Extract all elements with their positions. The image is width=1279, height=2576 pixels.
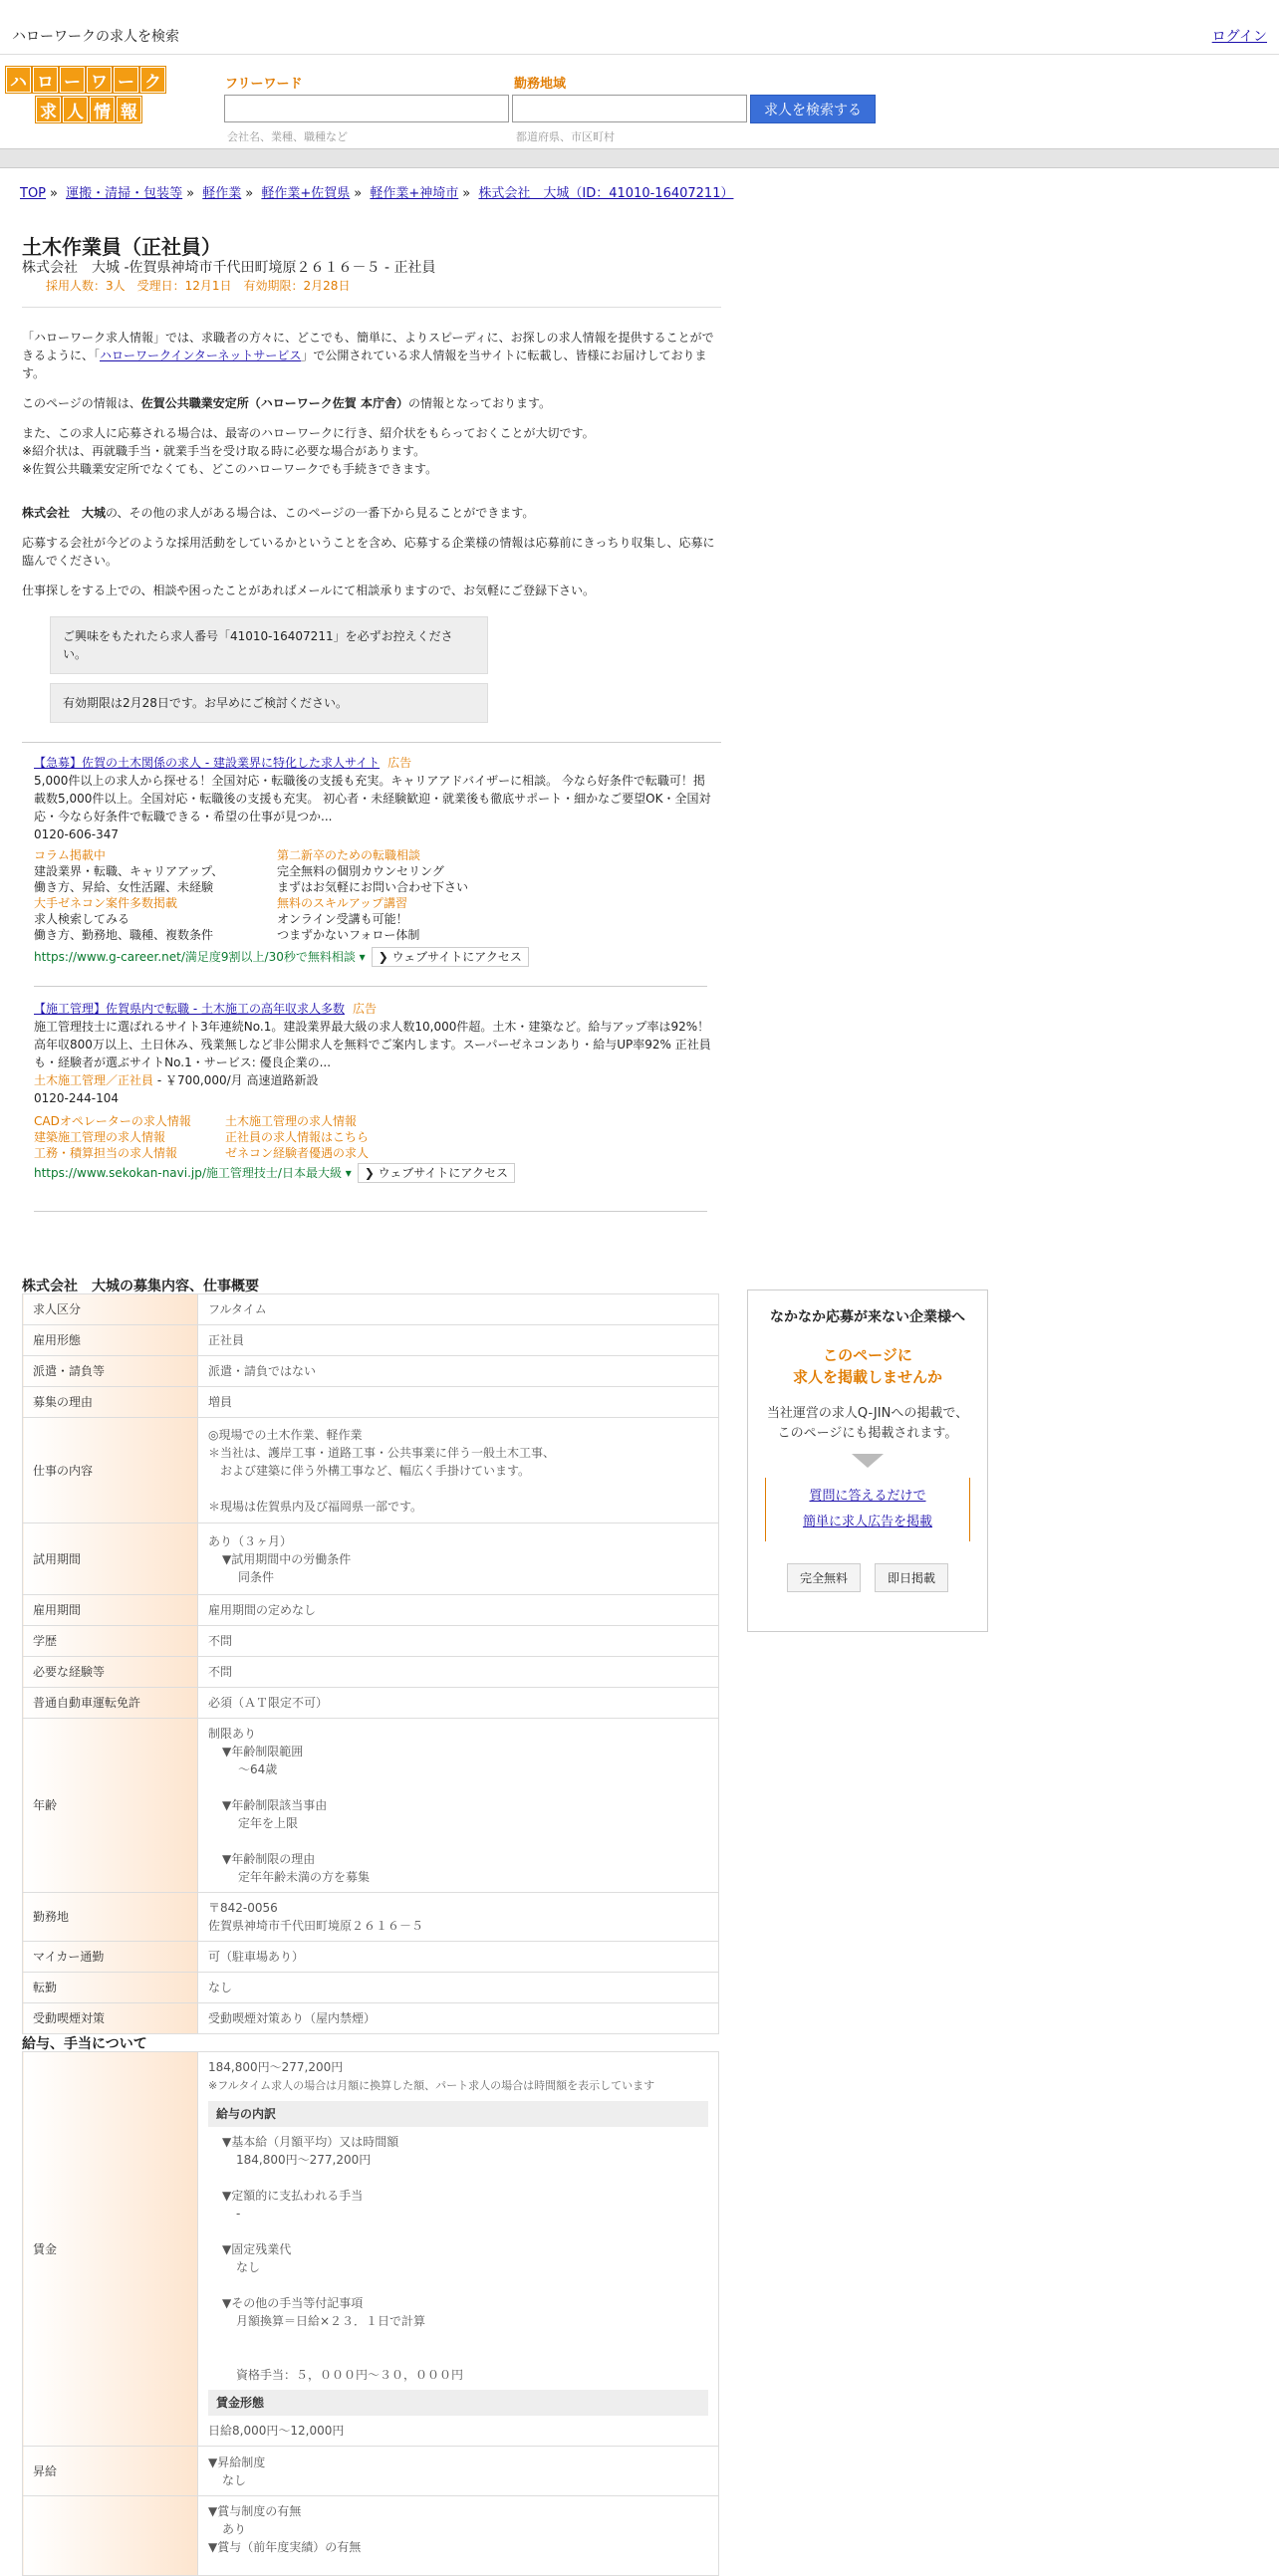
table-row: 雇用期間 雇用期間の定めなし (23, 1595, 719, 1626)
advertise-link-post[interactable]: 簡単に求人広告を掲載 (802, 1515, 932, 1529)
ad2-sitelink[interactable]: 土木施工管理の求人情報 (225, 1114, 358, 1128)
same-day-badge[interactable]: 即日掲載 (875, 1563, 948, 1592)
table-row: ▼賞与制度の有無 あり ▼賞与（前年度実績）の有無 (23, 2496, 719, 2576)
salary-table (22, 2051, 719, 2576)
ad1-description: 5,000件以上の求人から探せる！全国対応・転職後の支援も充実。キャリアアドバイザーに相談。 今なら好条件で転職可！掲載数5,000件以上。全国対応・転職後の支援も充実。 初心者・未経験歓迎・就業後も徹底サポート・細かなご要望OK・全国対応・今なら好条件で転職できる・希望の仕事が見つか... (34, 774, 711, 823)
table-row: 募集の理由 増員 (23, 1387, 719, 1418)
ad-block-2: 【施工管理】佐賀県内で転職 - 土木施工の高年収求人多数 広告 施工管理技士に選ばれるサイト3年連続No.1。建設業界最大級の求人数10,000件超。土木・建築など。給与アップ率は92%！高年収800万以上、土日休み、残業無しなど非公開求人を無料でご案内します。スーパーゼネコンあり・給与UP率92% 正社員も・経験者が選ぶサイトNo.1・サービス: 優良企業の... 土木施工管理／正社員 - ￥700,000/月 高速道路新設 0120-244-104 CADオペレーターの求人情報 土木施工管理の求人情報 建築施工管理の求人情報 正社員の求人情報はこちら 工務・積算担当の求人情報 ゼネコン経験者優遇の求人 https://www.sekokan-navi.jp/施工管理技士/日本最大級 ▾ ❯ ウェブサイトにアクセス (34, 1000, 711, 1183)
site-title: ハローワークの求人を検索 (12, 29, 179, 45)
breadcrumb-category[interactable]: 運搬・清掃・包装等 (66, 186, 183, 201)
table-row: 転勤 なし (23, 1973, 719, 2003)
ad2-sub-link[interactable]: 土木施工管理／正社員 (34, 1073, 154, 1087)
ad-tag: 広告 (387, 756, 412, 770)
login-link[interactable]: ログイン (1211, 29, 1267, 45)
table-row: 雇用形態 正社員 (23, 1325, 719, 1356)
table-row: 派遣・請負等 派遣・請負ではない (23, 1356, 719, 1387)
search-header (0, 55, 1279, 148)
job-subtitle: 株式会社 大城 -佐賀県神埼市千代田町境原２６１６－５ - 正社員 (22, 260, 436, 276)
intro-text: 「ハローワーク求人情報」では、求職者の方々に、どこでも、簡単に、よりスピーディに、お探しの求人情報を提供することができるように、「ハローワークインターネットサービス」で公開されている求人情報を当サイトに転載し、皆様にお届けしております。 このページの情報は、佐賀公共職業安定所（ハローワーク佐賀 本庁舎）の情報となっております。 また、この求人に応募される場合は、最寄のハローワークに行き、紹介状をもらっておくことが大切です。 ※紹介状は、再就職手当・就業手当を受け取る時に必要な場合があります。 ※佐賀公共職業安定所でなくても、どこのハローワークでも手続きできます。 株式会社 大城の、その他の求人がある場合は、このページの一番下から見ることができます。 応募する会社が今どのような採用活動をしているかということを含め、応募する企業様の情報は応募前にきっちり収集し、応募に臨んでください。 仕事探しをする上での、相談や困ったことがあればメールにて相談承りますので、お気軽にご登録下さい。 (22, 331, 715, 597)
ad-tag: 広告 (352, 1002, 377, 1016)
ad1-sitelink[interactable]: コラム掲載中 建設業界・転職、キャリアアップ、 働き方、昇給、女性活躍、未経験 (34, 848, 224, 894)
freeword-label: フリーワード (225, 77, 303, 92)
freeword-hint: 会社名、業種、職種など (227, 130, 348, 143)
advertise-box (747, 1289, 988, 1632)
breadcrumb-prefecture[interactable]: 軽作業+佐賀県 (261, 186, 351, 201)
advertise-title: なかなか応募が来ない企業様へ (770, 1309, 965, 1325)
table-row: 求人区分 フルタイム (23, 1294, 719, 1325)
table-row: 仕事の内容 ◎現場での土木作業、軽作業 ＊当社は、護岸工事・道路工事・公共事業に伴う一般土木工事、 および建築に伴う外構工事など、幅広く手掛けています。 ＊現場は佐賀県内及び福岡県一部です。 (23, 1418, 719, 1523)
ad2-sitelink[interactable]: 正社員の求人情報はこちら (225, 1130, 370, 1144)
breadcrumb: TOP » 運搬・清掃・包装等 » 軽作業 » 軽作業+佐賀県 » 軽作業+神埼市 » 株式会社 大城（ID：41010-16407211） (20, 186, 734, 201)
job-title: 土木作業員（正社員） (22, 235, 221, 259)
table-row: 普通自動車運転免許 必須（ＡＴ限定不可） (23, 1688, 719, 1719)
ad1-sitelink[interactable]: 第二新卒のための転職相談 完全無料の個別カウンセリング まずはお気軽にお問い合わせ下さい (277, 848, 469, 894)
ad2-sitelink[interactable]: 建築施工管理の求人情報 (34, 1130, 166, 1144)
job-meta: 採用人数：3人 受理日：12月1日 有効期限：2月28日 (46, 279, 351, 293)
free-badge[interactable]: 完全無料 (787, 1563, 861, 1592)
divider (22, 307, 721, 308)
ad1-sitelink[interactable]: 大手ゼネコン案件多数掲載 求人検索してみる 働き方、勤務地、職種、複数条件 (34, 896, 214, 942)
header-divider (0, 148, 1279, 168)
ad2-url[interactable]: https://www.sekokan-navi.jp/施工管理技士/日本最大級 (34, 1166, 342, 1180)
ad-block-1: 【急募】佐賀の土木関係の求人 - 建設業界に特化した求人サイト 広告 5,000件以上の求人から探せる！全国対応・転職後の支援も充実。キャリアアドバイザーに相談。 今なら好条件で転職可！掲載数5,000件以上。全国対応・転職後の支援も充実。 初心者・未経験歓迎・就業後も徹底サポート・細かなご要望OK・全国対応・今なら好条件で転職できる・希望の仕事が見つか... 0120-606-347 コラム掲載中 建設業界・転職、キャリアアップ、 働き方、昇給、女性活躍、未経験 第二新卒のための転職相談 完全無料の個別カウンセリング まずはお気軽にお問い合わせ下さい 大手ゼネコン案件多数掲載 求人検索してみる 働き方、勤務地、職種、複数条件 無料のスキルアップ講習 オンライン受講も可能！ つまずかないフォロー体制 https://www.g-career.net/満足度9割以上/30秒で無料相談 ▾ ❯ ウェブサイトにアクセス (34, 754, 711, 967)
site-logo[interactable]: ハ ロ ー ワ ー ク 求 人 情 報 (6, 67, 180, 124)
ad2-sitelink[interactable]: 工務・積算担当の求人情報 (34, 1146, 178, 1160)
ad2-phone[interactable]: 0120-244-104 (34, 1091, 120, 1105)
search-button[interactable]: 求人を検索する (750, 95, 876, 123)
ad2-title-link[interactable]: 【施工管理】佐賀県内で転職 - 土木施工の高年収求人多数 (34, 1002, 345, 1016)
ad2-visit-button[interactable]: ❯ ウェブサイトにアクセス (358, 1163, 515, 1183)
area-input[interactable] (512, 95, 747, 122)
ad1-phone[interactable]: 0120-606-347 (34, 827, 120, 841)
area-label: 勤務地域 (514, 77, 567, 92)
table-row: 賃金 184,800円〜277,200円 ※フルタイム求人の場合は月額に換算した額、パート求人の場合は時間額を表示しています 給与の内訳 ▼基本給（月額平均）又は時間額 184,800円〜277,200円 ▼定額的に支払われる手当 - ▼固定残業代 なし ▼その他の手当等付記事項 月額換算＝日給×２３．１日で計算 資格手当：５，０００円～３０，０００円 賃金形態 日給8,000円〜12,000円 (23, 2052, 719, 2447)
table-row: 年齢 制限あり ▼年齢制限範囲 〜64歳 ▼年齢制限該当事由 定年を上限 ▼年齢制限の理由 定年年齢未満の方を募集 (23, 1719, 719, 1893)
ad1-sitelink[interactable]: 無料のスキルアップ講習 オンライン受講も可能！ つまずかないフォロー体制 (277, 896, 420, 942)
table-row: 受動喫煙対策 受動喫煙対策あり（屋内禁煙） (23, 2003, 719, 2034)
area-hint: 都道府県、市区町村 (516, 130, 615, 143)
table-row: マイカー通勤 可（駐車場あり） (23, 1942, 719, 1973)
breadcrumb-job-type[interactable]: 軽作業 (202, 186, 242, 201)
ad1-visit-button[interactable]: ❯ ウェブサイトにアクセス (372, 947, 529, 967)
table-row: 勤務地 〒842-0056 佐賀県神埼市千代田町境原２６１６－５ (23, 1893, 719, 1942)
overview-table (22, 1293, 719, 2034)
ad2-description: 施工管理技士に選ばれるサイト3年連続No.1。建設業界最大級の求人数10,000件超。土木・建築など。給与アップ率は92%！高年収800万以上、土日休み、残業無しなど非公開求人を無料でご案内します。スーパーゼネコンあり・給与UP率92% 正社員も・経験者が選ぶサイトNo.1・サービス: 優良企業の... (34, 1020, 711, 1069)
table-row: 必要な経験等 不問 (23, 1657, 719, 1688)
table-row: 昇給 ▼昇給制度 なし (23, 2447, 719, 2496)
advertise-description: 当社運営の求人Q-JINへの掲載で、 このページにも掲載されます。 (766, 1406, 969, 1441)
breadcrumb-company[interactable]: 株式会社 大城（ID：41010-16407211） (478, 186, 734, 201)
table-row: 試用期間 あり（３ヶ月） ▼試用期間中の労働条件 同条件 (23, 1523, 719, 1595)
salary-title: 給与、手当について (22, 2036, 147, 2052)
arrow-down-icon (852, 1454, 884, 1468)
job-number-note: ご興味をもたれたら求人番号「41010-16407211」を必ずお控えください。 (50, 616, 488, 674)
freeword-input[interactable] (224, 95, 509, 122)
advertise-links (765, 1478, 970, 1541)
hellowork-internet-link[interactable]: ハローワークインターネットサービス (100, 349, 302, 362)
ad2-sitelink[interactable]: ゼネコン経験者優遇の求人 (225, 1146, 370, 1160)
ad2-sitelink[interactable]: CADオペレーターの求人情報 (34, 1114, 191, 1128)
top-bar (0, 0, 1279, 55)
ad1-url[interactable]: https://www.g-career.net/満足度9割以上/30秒で無料相談 (34, 950, 356, 964)
table-row: 学歴 不問 (23, 1626, 719, 1657)
advertise-link-questions[interactable]: 質問に答えるだけで (809, 1489, 926, 1504)
ad1-title-link[interactable]: 【急募】佐賀の土木関係の求人 - 建設業界に特化した求人サイト (34, 756, 381, 770)
overview-title: 株式会社 大城の募集内容、仕事概要 (22, 1279, 259, 1294)
expiry-note: 有効期限は2月28日です。お早めにご検討ください。 (50, 683, 488, 723)
breadcrumb-top[interactable]: TOP (20, 186, 47, 201)
advertise-offer: このページに 求人を掲載しませんか (792, 1346, 942, 1386)
breadcrumb-city[interactable]: 軽作業+神埼市 (370, 186, 459, 201)
